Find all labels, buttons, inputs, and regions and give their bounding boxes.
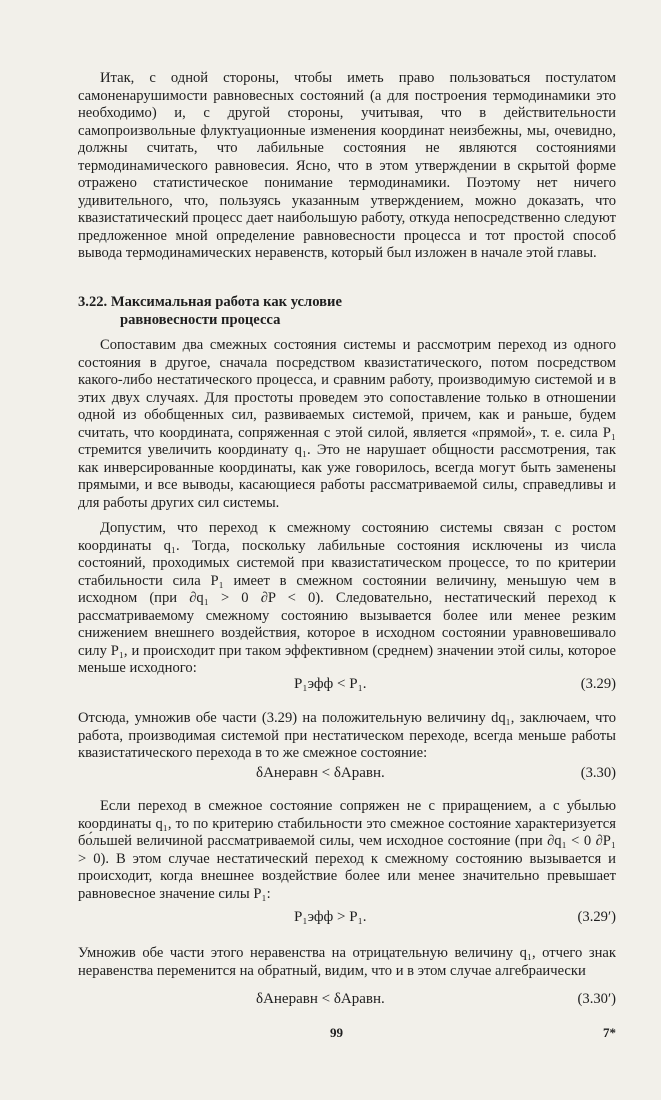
formula-3-29-prime [78,909,616,931]
formula-number: (3.30′) [577,991,616,1007]
formula-expression: δAнеравн < δAравн. [256,765,385,781]
formula-3-30-prime [78,991,616,1013]
formula-expression: δAнеравн < δAравн. [256,991,385,1007]
paragraph-hence: Отсюда, умножив обе части (3.29) на положительную величину dq₁, заключаем, что работа, производимая системой при нестатическом переходе, всегда меньше работы квазистатического перехода в то же смежное состояние: [78,710,616,761]
paragraph-intro: Итак, с одной стороны, чтобы иметь право пользоваться постулатом самоненарушимости равновесных состояний (а для построения термодинамики это необходимо) и, с другой стороны, учитывая, что в действительности самопроизвольные флуктуационные изменения координат неизбежны, мы, очевидно, должны считать, что лабильные состояния не являются состояниями термодинамического равновесия. Ясно, что в этом утверждении в скрытой форме отражено статистическое понимание термодинамики. Поэтому нет ничего удивительного, что, пользуясь указанным утверждением, можно доказать, что квазистатический процесс дает наибольшую работу, откуда непосредственно следуют предложенное мной определение равновесности процесса и тот простой способ вывода термодинамических неравенств, который был изложен в начале этой главы. [78,70,616,261]
paragraph-multiply: Умножив обе части этого неравенства на отрицательную величину q₁, отчего знак неравенства переменится на обратный, видим, что и в этом случае алгебраически [78,945,616,979]
paragraph-decrease: Если переход в смежное состояние сопряжен не с приращением, а с убылью координаты q₁, то по критерию стабильности это смежное состояние характеризуется бо́льшей величиной рассматриваемой силы, чем исходное состояние (при ∂q₁ < 0 ∂P₁ > 0). В этом случае нестатический переход к смежному состоянию вызывается и происходит, когда внешнее воздействие более или менее значительно превышает равновесное значение силы P₁: [78,798,616,902]
formula-3-30 [78,765,616,787]
section-heading-line2: равновесности процесса [120,311,281,328]
formula-number: (3.29) [580,676,616,692]
page-number: 99 [330,1025,343,1040]
formula-expression: P₁эфф < P₁. [294,676,367,692]
section-heading-line1: 3.22. Максимальная работа как условие [78,294,342,310]
paragraph-assumption: Допустим, что переход к смежному состоянию системы связан с ростом координаты q₁. Тогда, поскольку лабильные состояния исключены из числа состояний, проходимых системой при квазистатическом процессе, то по критерии стабильности сила P₁ имеет в смежном состоянии величину, меньшую чем в исходном (при ∂q₁ > 0 ∂P < 0). Следовательно, нестатический переход к рассматриваемому смежному состоянию вызывается более или менее резким снижением внешнего воздействия, которое в исходном состоянии уравновешивало силу P₁, и происходит при таком эффективном (среднем) значении этой силы, которое меньше исходного: [78,520,616,676]
formula-3-29 [78,676,616,698]
formula-expression: P₁эфф > P₁. [294,909,367,925]
page-footer [78,1025,616,1045]
formula-number: (3.29′) [577,909,616,925]
paragraph-comparison: Сопоставим два смежных состояния системы и рассмотрим переход из одного состояния в другое, сначала посредством квазистатического, потом посредством какого-либо нестатического процесса, и сравним работу, производимую системой и в этих двух случаях. Для простоты проведем это сопоставление только в отношении одной из обобщенных сил, развиваемых системой, причем, как и раньше, будем считать, что координата, сопряженная с этой силой, является «прямой», т. е. сила P₁ стремится увеличить координату q₁. Это не нарушает общности рассмотрения, так как инверсированные координаты, как уже говорилось, всегда могут быть заменены прямыми, и все выводы, касающиеся работы рассматриваемой силы, справедливы и для работы других сил системы. [78,337,616,511]
section-heading [78,294,342,329]
formula-number: (3.30) [580,765,616,781]
signature-mark: 7* [603,1025,616,1040]
